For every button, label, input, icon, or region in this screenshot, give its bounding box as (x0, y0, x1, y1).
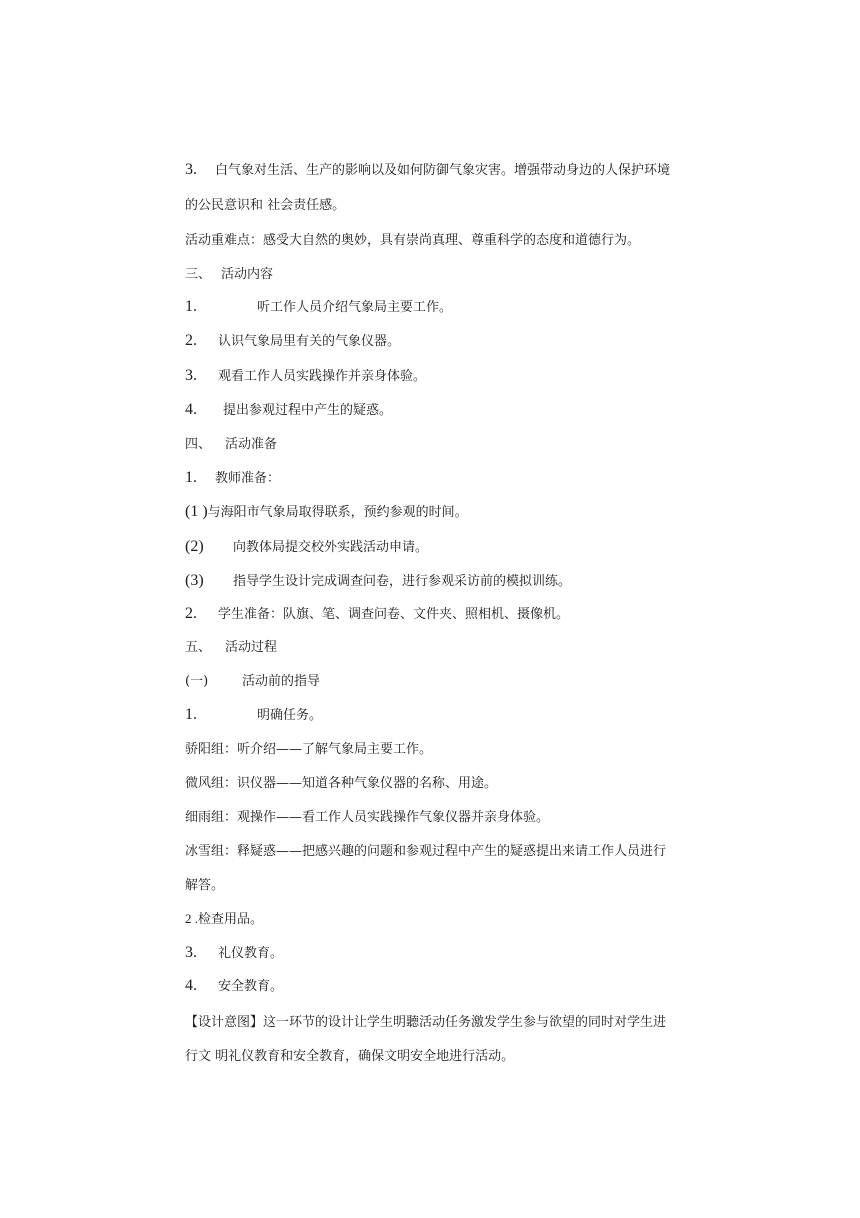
list-item (185, 538, 428, 557)
list-item (185, 401, 392, 420)
list-number: 3. (185, 161, 197, 178)
line-text: 【设计意图】这一环节的设计让学生明聽活动任务激发学生参与欲望的同时对学生进 (185, 1015, 667, 1030)
list-item (185, 944, 283, 963)
list-number: 4. (185, 977, 197, 994)
list-number: 2 . (185, 911, 198, 926)
list-number: 1. (185, 706, 197, 723)
subsection-title: 活动前的指导 (242, 674, 321, 689)
section-heading (185, 266, 273, 284)
line-text: 与海阳市气象局取得联系，预约参观的时间。 (207, 505, 468, 520)
list-number: 2. (185, 332, 197, 349)
list-number: 2. (185, 605, 197, 622)
list-number: 3. (185, 944, 197, 961)
line-text: 学生准备：队旗、笔、调查问卷、文件夹、照相机、摄像机。 (218, 607, 570, 622)
paragraph-line (185, 1048, 514, 1066)
line-text: 冰雪组：释疑惑——把感兴趣的问题和参观过程中产生的疑惑提出来请工作人员进行 (185, 844, 667, 859)
line-text: 听工作人员介绍气象局主要工作。 (257, 300, 453, 315)
section-heading (185, 639, 277, 657)
section-number: 三、 (185, 267, 212, 282)
list-number: 4. (185, 401, 197, 418)
line-text: 细雨组：观操作——看工作人员实践操作气象仪器并亲身体验。 (185, 810, 550, 825)
paragraph-line (185, 161, 670, 180)
line-text: 教师准备： (215, 471, 281, 486)
list-number: 1. (185, 469, 197, 486)
line-text: 检查用品。 (198, 912, 264, 927)
line-text: 观看工作人员实践操作并亲身体验。 (218, 369, 427, 384)
paragraph-line (185, 877, 224, 895)
line-text: 活动重难点：感受大自然的奥妙，具有崇尚真理、尊重科学的态度和道德行为。 (185, 233, 641, 248)
list-item (185, 977, 283, 996)
paragraph-line (185, 809, 549, 827)
subsection-heading (185, 673, 320, 691)
list-number: 3. (185, 367, 197, 384)
subsection-number: (一) (185, 674, 209, 689)
paragraph-line (185, 741, 432, 759)
line-text: 微风组：识仪器——知道各种气象仪器的名称、用途。 (185, 776, 498, 791)
line-text: 提出参观过程中产生的疑惑。 (223, 403, 393, 418)
section-title: 活动准备 (225, 437, 278, 452)
line-text: 的公民意识和 社会责任感。 (185, 198, 346, 213)
paragraph-line (185, 1014, 666, 1032)
line-text: 解答。 (185, 878, 225, 893)
section-number: 四、 (185, 437, 212, 452)
list-item (185, 367, 426, 386)
line-text: 认识气象局里有关的气象仪器。 (218, 334, 401, 349)
list-item (185, 910, 263, 929)
list-item (185, 503, 468, 522)
line-text: 礼仪教育。 (218, 946, 284, 961)
section-number: 五、 (185, 640, 212, 655)
section-heading (185, 436, 277, 454)
line-text: 明确任务。 (257, 708, 323, 723)
paragraph-line (185, 775, 497, 793)
line-text: 向教体局提交校外实践活动申请。 (233, 540, 429, 555)
list-item (185, 469, 280, 488)
line-text: 白气象对生活、生产的影响以及如何防御气象灾害。增强带动身边的人保护环境 (215, 163, 671, 178)
paragraph-line (185, 232, 640, 250)
line-text: 骄阳组：听介绍——了解气象局主要工作。 (185, 742, 433, 757)
paragraph-line (185, 197, 345, 215)
paragraph-line (185, 843, 666, 861)
line-text: 安全教育。 (218, 979, 284, 994)
list-number: (1 ) (185, 503, 208, 520)
list-item (185, 605, 569, 624)
list-number: (3) (185, 572, 204, 589)
section-title: 活动过程 (225, 640, 278, 655)
line-text: 指导学生设计完成调查问卷，进行参观采访前的模拟训练。 (233, 574, 572, 589)
section-title: 活动内容 (221, 267, 274, 282)
list-item (185, 572, 571, 591)
list-number: 1. (185, 298, 197, 315)
list-item (185, 706, 322, 725)
list-item (185, 298, 452, 317)
list-item (185, 332, 400, 351)
line-text: 行文 明礼仪教育和安全教育，确保文明安全地进行活动。 (185, 1049, 515, 1064)
list-number: (2) (185, 538, 204, 555)
